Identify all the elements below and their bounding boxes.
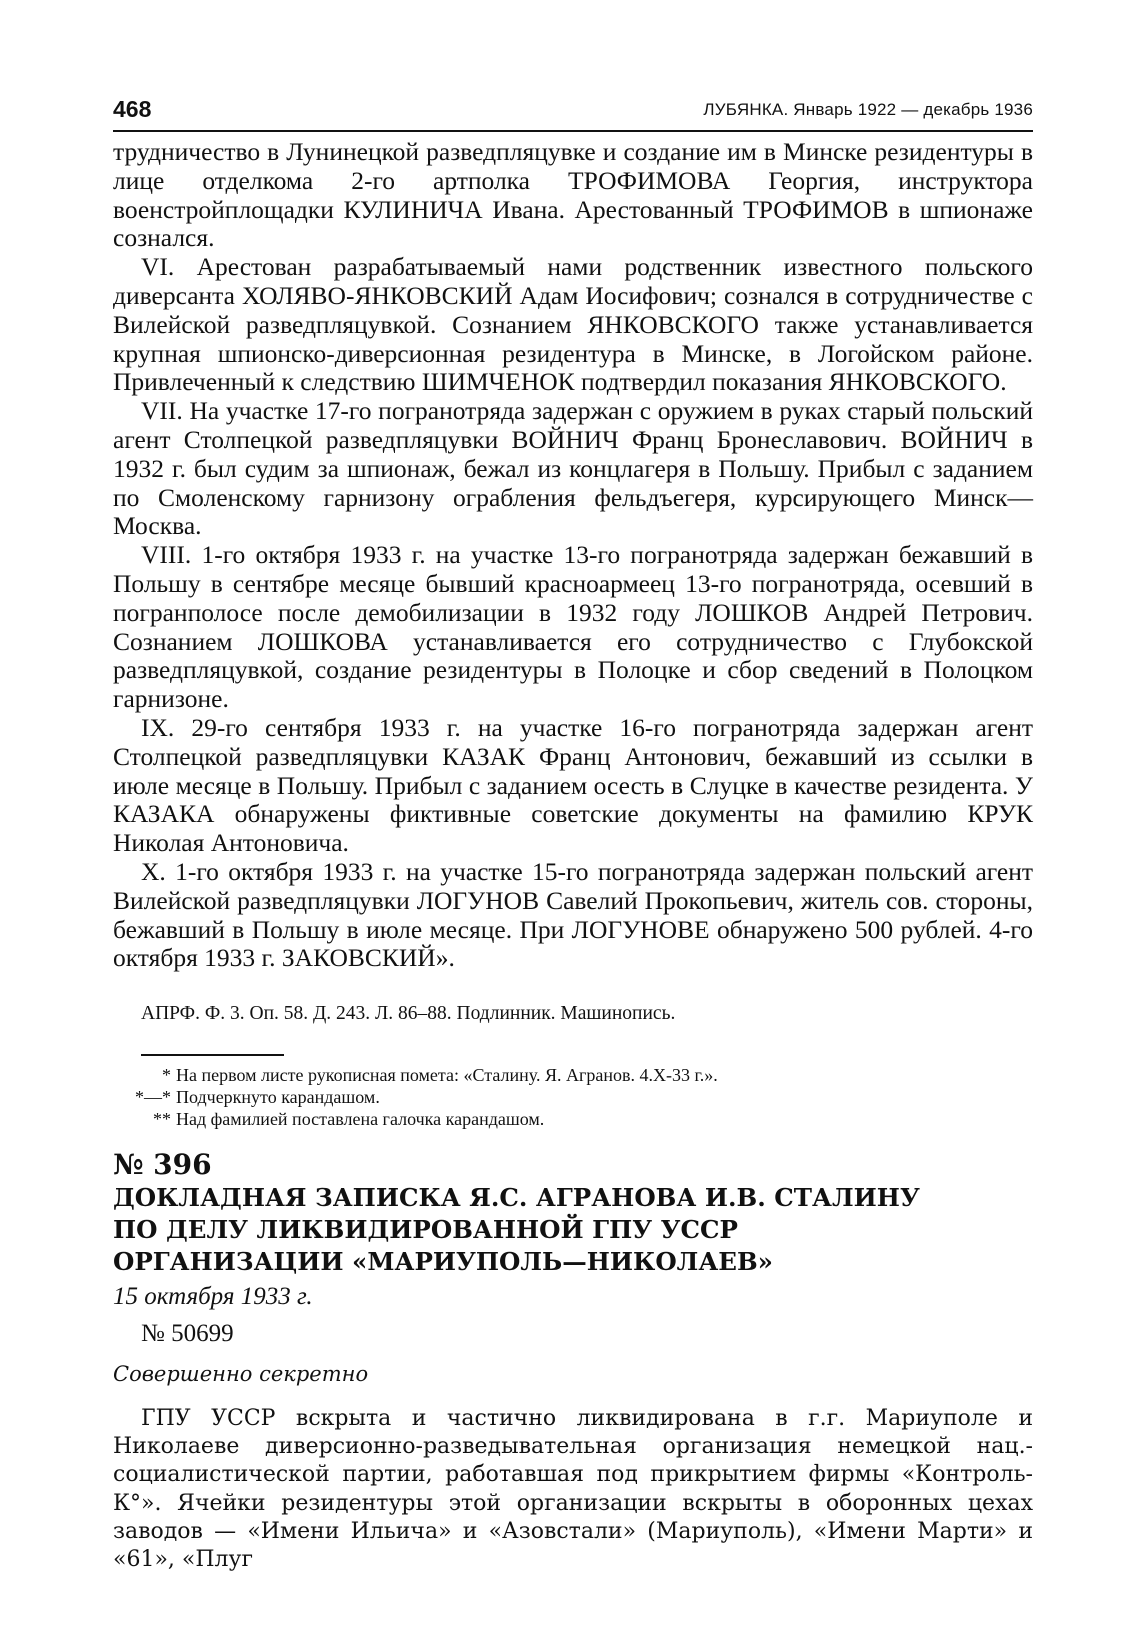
body-paragraph: VIII. 1-го октября 1933 г. на участке 13-го погранотряда задержан бежавший в Польшу в сентябре месяце бывший красноармеец 13-го погранотряда, осевший в погранполосе после демобилизации в 1932 году ЛОШКОВ Андрей Петрович. Сознанием ЛОШКОВА устанавливается его сотрудничество с Глубокской разведпляцувкой, создание резидентуры в Полоцке и сбор сведений в Полоцком гарнизоне. bbox=[113, 540, 1033, 714]
footnote-text: Над фамилией поставлена галочка карандашом. bbox=[176, 1109, 545, 1129]
document-title-line: ПО ДЕЛУ ЛИКВИДИРОВАННОЙ ГПУ УССР bbox=[113, 1215, 738, 1244]
document-title-line: ДОКЛАДНАЯ ЗАПИСКА Я.С. АГРАНОВА И.В. СТАЛИНУ bbox=[113, 1183, 920, 1212]
footnote-text: Подчеркнуто карандашом. bbox=[176, 1087, 380, 1107]
document-date: 15 октября 1933 г. bbox=[113, 1283, 313, 1310]
body-paragraph: VII. На участке 17-го погранотряда задержан с оружием в руках старый польский агент Столпецкой разведпляцувки ВОЙНИЧ Франц Бронеславович. ВОЙНИЧ в 1932 г. был судим за шпионаж, бежал из концлагеря в Польшу. Прибыл с заданием по Смоленскому гарнизону ограбления фельдъегеря, курсирующего Минск—Москва. bbox=[113, 396, 1033, 541]
footnote-mark: *—* bbox=[135, 1087, 171, 1107]
classification-stamp: Совершенно секретно bbox=[113, 1362, 369, 1386]
body-paragraph: X. 1-го октября 1933 г. на участке 15-го погранотряда задержан польский агент Вилейской разведпляцувки ЛОГУНОВ Савелий Прокопьевич, житель сов. стороны, бежавший в Польшу в июле месяце. При ЛОГУНОВЕ обнаружено 500 рублей. 4-го октября 1933 г. ЗАКОВСКИЙ». bbox=[113, 856, 1033, 973]
body-paragraph: трудничество в Лунинецкой разведпляцувке и создание им в Минске резидентуры в лице отделкома 2-го артполка ТРОФИМОВА Георгия, инструктора военстройплощадки КУЛИНИЧА Ивана. Арестованный ТРОФИМОВ в шпионаже сознался. bbox=[113, 137, 1033, 253]
document-opening-paragraph: ГПУ УССР вскрыта и частично ликвидирована в г.г. Мариуполе и Николаеве диверсионно-разведывательная организация немецкой нац.-социалистической партии, работавшая под прикрытием фирмы «Контроль-К°». Ячейки резидентуры этой организации вскрыты в оборонных цехах заводов — «Имени Ильича» и «Азовстали» (Мариуполь), «Имени Марти» и «61», «Плуг bbox=[113, 1406, 1033, 1573]
footnote bbox=[113, 1064, 1013, 1086]
running-head bbox=[113, 96, 1033, 132]
footnote-mark: * bbox=[162, 1065, 171, 1085]
running-title: ЛУБЯНКА. Январь 1922 — декабрь 1936 bbox=[703, 100, 1033, 119]
footnote-text: На первом листе рукописная помета: «Сталину. Я. Агранов. 4.X-33 г.». bbox=[176, 1065, 718, 1085]
body-text bbox=[113, 138, 1033, 973]
document-title-line: ОРГАНИЗАЦИИ «МАРИУПОЛЬ—НИКОЛАЕВ» bbox=[113, 1247, 773, 1276]
footnote bbox=[113, 1108, 1013, 1130]
body-paragraph: IX. 29-го сентября 1933 г. на участке 16-го погранотряда задержан агент Столпецкой разведпляцувки КАЗАК Франц Антонович, бежавший из ссылки в июле месяце в Польшу. Прибыл с заданием осесть в Слуцке в качестве резидента. У КАЗАКА обнаружены фиктивные советские документы на фамилию КРУК Николая Антоновича. bbox=[113, 712, 1033, 858]
footnote-divider bbox=[141, 1054, 284, 1056]
footnotes bbox=[113, 1064, 1013, 1130]
footnote-mark: ** bbox=[153, 1109, 171, 1129]
archive-reference: АПРФ. Ф. 3. Оп. 58. Д. 243. Л. 86–88. Подлинник. Машинопись. bbox=[141, 1003, 676, 1024]
document-title bbox=[113, 1182, 1033, 1278]
page-number: 468 bbox=[113, 96, 152, 122]
document-registration-number: № 50699 bbox=[141, 1320, 234, 1347]
footnote bbox=[113, 1086, 1013, 1108]
body-paragraph: VI. Арестован разрабатываемый нами родственник известного польского диверсанта ХОЛЯВО-ЯНКОВСКИЙ Адам Иосифович; сознался в сотрудничестве с Вилейской разведпляцувкой. Сознанием ЯНКОВСКОГО также устанавливается крупная шпионско-диверсионная резидентура в Минске, в Логойском районе. Привлеченный к следствию ШИМЧЕНОК подтвердил показания ЯНКОВСКОГО. bbox=[113, 252, 1033, 397]
document-number: № 396 bbox=[113, 1148, 212, 1181]
